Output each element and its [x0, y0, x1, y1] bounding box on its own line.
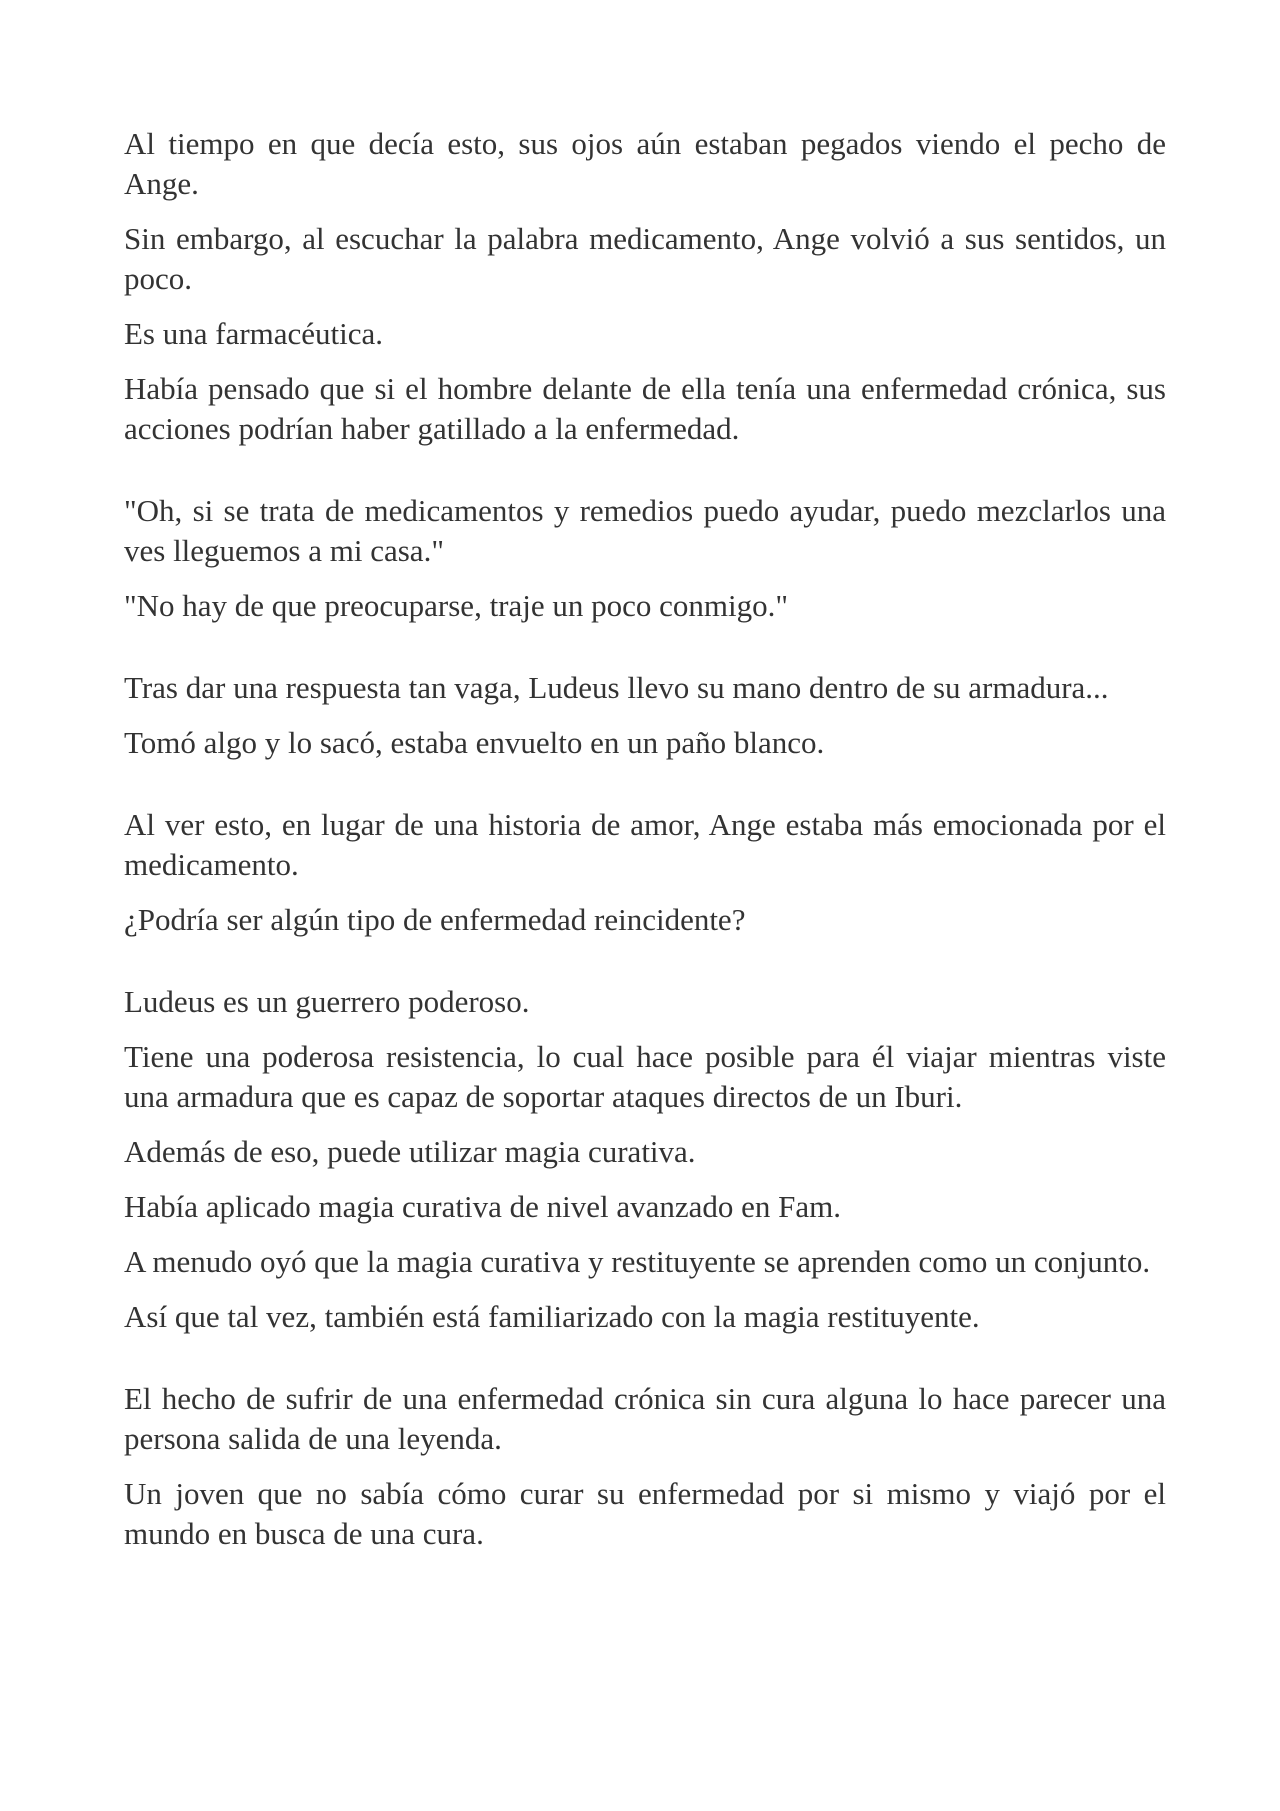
paragraph: Ludeus es un guerrero poderoso. — [124, 984, 530, 1019]
paragraph: Había pensado que si el hombre delante de ella tenía una enfermedad crónica, sus acciones podrían haber gatillado a la enfermedad. — [124, 371, 1166, 446]
paragraph: Además de eso, puede utilizar magia curativa. — [124, 1134, 696, 1169]
paragraph: Un joven que no sabía cómo curar su enfermedad por si mismo y viajó por el mundo en busca de una cura. — [124, 1476, 1166, 1551]
paragraph: Sin embargo, al escuchar la palabra medicamento, Ange volvió a sus sentidos, un poco. — [124, 221, 1166, 296]
paragraph: A menudo oyó que la magia curativa y restituyente se aprenden como un conjunto. — [124, 1244, 1151, 1279]
paragraph: Había aplicado magia curativa de nivel avanzado en Fam. — [124, 1189, 841, 1224]
paragraph: "Oh, si se trata de medicamentos y remedios puedo ayudar, puedo mezclarlos una ves lleguemos a mi casa." — [124, 493, 1166, 568]
paragraph: Es una farmacéutica. — [124, 316, 384, 351]
paragraph: El hecho de sufrir de una enfermedad crónica sin cura alguna lo hace parecer una persona salida de una leyenda. — [124, 1381, 1166, 1456]
paragraph: Así que tal vez, también está familiarizado con la magia restituyente. — [124, 1299, 980, 1334]
text-body — [124, 124, 1166, 1569]
paragraph: Tras dar una respuesta tan vaga, Ludeus llevo su mano dentro de su armadura... — [124, 670, 1109, 705]
paragraph: Al tiempo en que decía esto, sus ojos aún estaban pegados viendo el pecho de Ange. — [124, 126, 1166, 201]
paragraph: Al ver esto, en lugar de una historia de amor, Ange estaba más emocionada por el medicamento. — [124, 807, 1166, 882]
paragraph: Tiene una poderosa resistencia, lo cual hace posible para él viajar mientras viste una armadura que es capaz de soportar ataques directos de un Iburi. — [124, 1039, 1166, 1114]
paragraph: Tomó algo y lo sacó, estaba envuelto en un paño blanco. — [124, 725, 825, 760]
paragraph: "No hay de que preocuparse, traje un poco conmigo." — [124, 588, 789, 623]
paragraph: ¿Podría ser algún tipo de enfermedad reincidente? — [124, 902, 746, 937]
